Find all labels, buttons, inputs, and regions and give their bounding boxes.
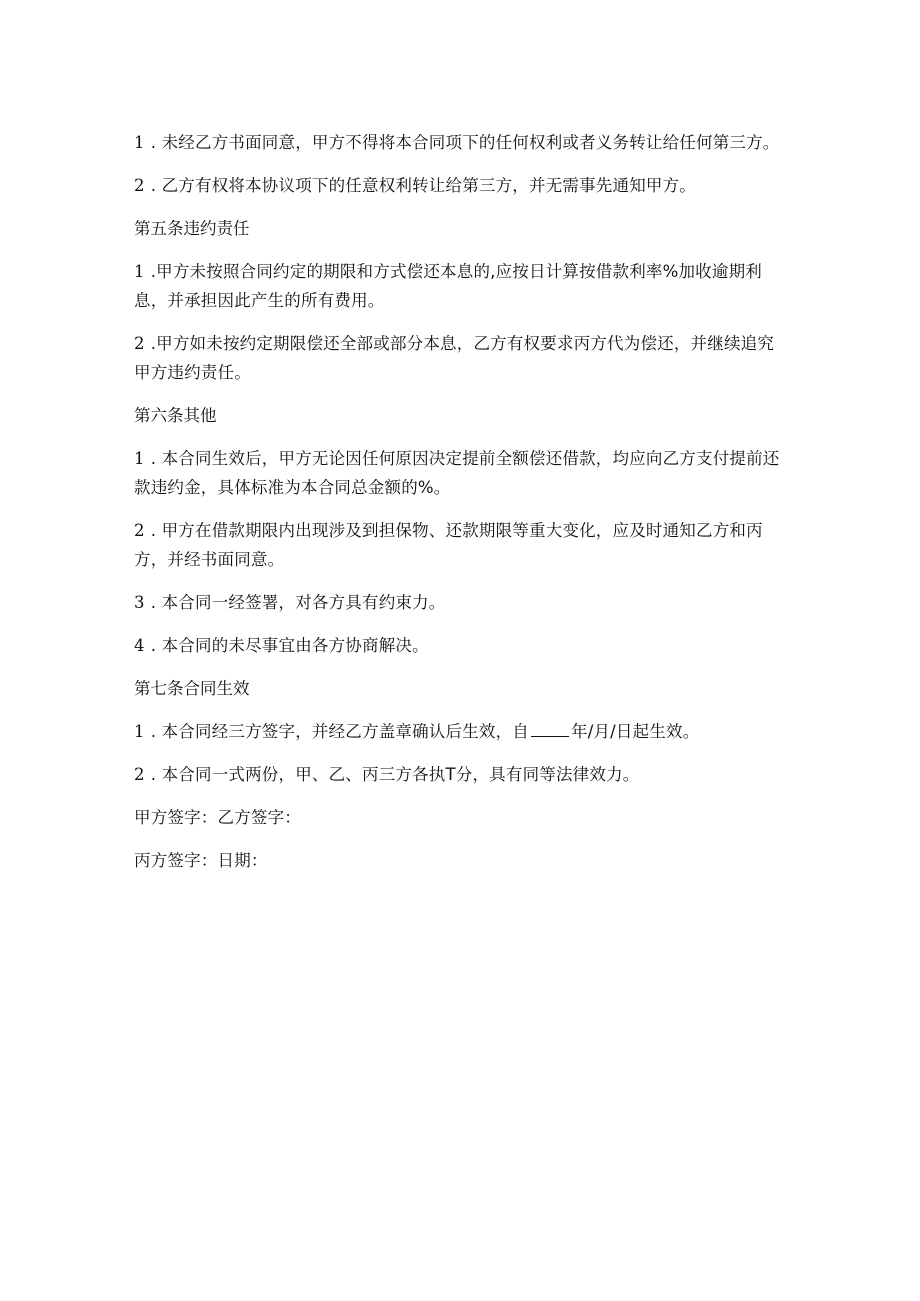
item-number: 1: [134, 262, 145, 281]
art6-item-4: [134, 631, 784, 660]
item-number: 2: [134, 521, 145, 540]
art5-item-2: [134, 329, 784, 387]
item-text: . 乙方有权将本协议项下的任意权利转让给第三方，并无需事先通知甲方。: [150, 176, 696, 195]
contract-page: [134, 128, 784, 889]
item-text: . 甲方在借款期限内出现涉及到担保物、还款期限等重大变化，应及时通知乙方和丙方，并经书面同意。: [134, 521, 763, 569]
article-7-title: 第七条合同生效: [134, 679, 250, 698]
art4-item-1: [134, 128, 784, 157]
article-6-title: 第六条其他: [134, 406, 217, 425]
item-number: 2: [134, 334, 145, 353]
art5-item-1: [134, 257, 784, 315]
item-text: .甲方未按照合同约定的期限和方式偿还本息的,应按日计算按借款利率%加收逾期利息，并承担因此产生的所有费用。: [134, 262, 762, 310]
item-text-after: 年/月/日起生效。: [571, 722, 700, 741]
item-number: 1: [134, 133, 145, 152]
item-number: 4: [134, 636, 145, 655]
item-text: . 本合同生效后，甲方无论因任何原因决定提前全额偿还借款，均应向乙方支付提前还款违约金，具体标准为本合同总金额的%。: [134, 449, 780, 497]
item-text: . 本合同一式两份，甲、乙、丙三方各执T分，具有同等法律效力。: [150, 765, 640, 784]
item-number: 1: [134, 722, 145, 741]
article-5-title: 第五条违约责任: [134, 219, 250, 238]
art7-item-2: [134, 760, 784, 789]
art6-item-1: [134, 444, 784, 502]
art4-item-2: [134, 171, 784, 200]
item-text: . 本合同一经签署，对各方具有约束力。: [150, 593, 446, 612]
art6-item-2: [134, 516, 784, 574]
date-blank: [531, 720, 569, 737]
art7-item-1: [134, 717, 784, 746]
item-text: . 未经乙方书面同意，甲方不得将本合同项下的任何权利或者义务转让给任何第三方。: [150, 133, 780, 152]
signature-line-2: 丙方签字：日期：: [134, 851, 268, 870]
item-number: 2: [134, 176, 145, 195]
item-text-before: . 本合同经三方签字，并经乙方盖章确认后生效，自: [150, 722, 529, 741]
item-text: .甲方如未按约定期限偿还全部或部分本息，乙方有权要求丙方代为偿还，并继续追究甲方违约责任。: [134, 334, 775, 382]
item-text: . 本合同的未尽事宜由各方协商解决。: [150, 636, 429, 655]
item-number: 1: [134, 449, 145, 468]
item-number: 3: [134, 593, 145, 612]
signature-line-1: 甲方签字：乙方签字：: [134, 808, 301, 827]
art6-item-3: [134, 588, 784, 617]
item-number: 2: [134, 765, 145, 784]
